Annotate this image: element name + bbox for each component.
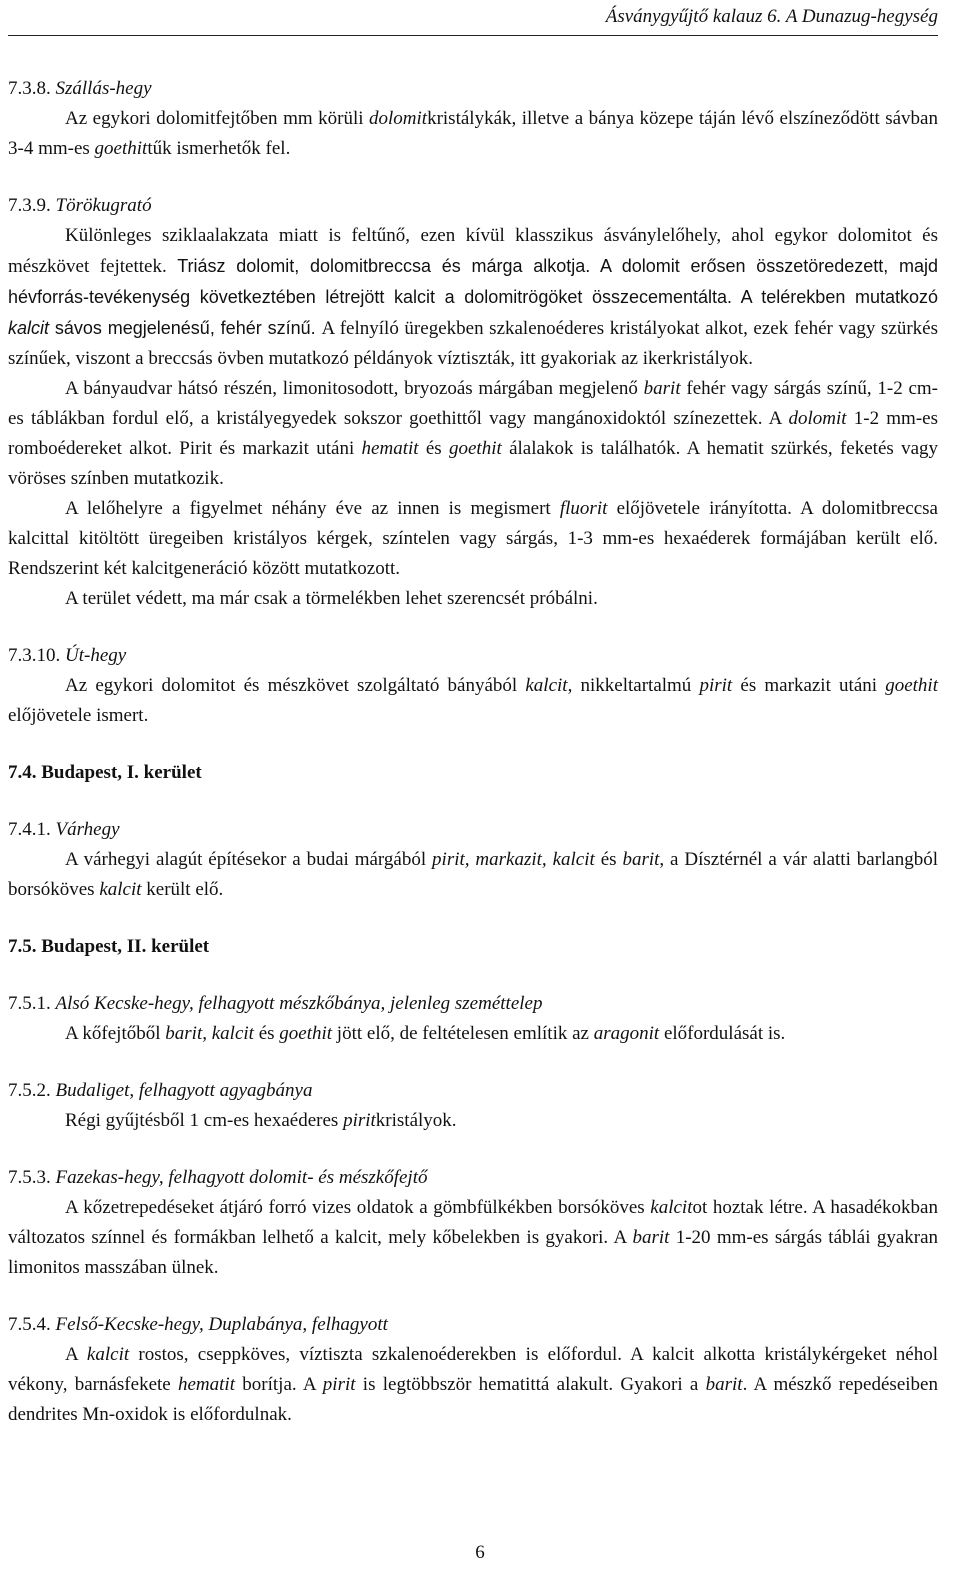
paragraph: Az egykori dolomitot és mészkövet szolgáltató bányából kalcit, nikkeltartalmú pirit és markazit utáni goethit előjövetele ismert. [8,675,938,726]
section-7-3-10 [8,641,938,731]
paragraph: Különleges sziklaalakzata miatt is feltűnő, ezen kívül klasszikus ásványlelőhely, ahol egykor dolomitot és mészkövet fejtettek. Triász dolomit, dolomitbreccsa és márga alkotja. A dolomit erősen összetöredezett, majd hévforrás-tevékenység következtében létrejött kalcit a dolomitrögöket összecementálta. A telérekben mutatkozó kalcit sávos megjelenésű, fehér színű. A felnyíló üregekben szkalenoéderes kristályokat alkot, ezek fehér vagy szürkés színűek, viszont a breccsás övben mutatkozó példányok víztiszták, itt gyakoriak az ikerkristályok. [8,225,939,369]
section-7-5-4 [8,1310,938,1430]
section-7-3-8 [8,74,938,164]
section-7-5-3 [8,1163,938,1283]
section-7-4-1 [8,815,938,905]
section-heading: 7.3.8. Szállás-hegy [8,78,152,99]
section-heading: 7.5.1. Alsó Kecske-hegy, felhagyott mészkőbánya, jelenleg szeméttelep [8,993,543,1014]
paragraph: A kőfejtőből barit, kalcit és goethit jött elő, de feltételesen említik az aragonit előfordulását is. [65,1023,786,1044]
section-heading: 7.3.9. Törökugrató [8,195,152,216]
chapter-heading-7-4: 7.4. Budapest, I. kerület [8,762,202,783]
page-number: 6 [475,1542,485,1563]
section-heading: 7.3.10. Út-hegy [8,645,127,666]
paragraph: A kőzetrepedéseket átjáró forró vizes oldatok a gömbfülkékben borsóköves kalcitot hoztak létre. A hasadékokban változatos színnel és formákban lelhető a kalcit, mely kőbelekben is gyakori. A barit 1-20 mm-es sárgás táblái gyakran limonitos masszában ülnek. [8,1197,939,1278]
paragraph: Az egykori dolomitfejtőben mm körüli dolomitkristálykák, illetve a bánya közepe táján lévő elszíneződött sávban 3-4 mm-es goethittűk ismerhetők fel. [8,108,938,159]
header-rule [8,35,938,36]
paragraph: A várhegyi alagút építésekor a budai márgából pirit, markazit, kalcit és barit, a Dísztérnél a vár alatti barlangból borsóköves kalcit került elő. [8,849,939,900]
section-heading: 7.5.4. Felső-Kecske-hegy, Duplabánya, felhagyott [8,1314,388,1335]
section-heading: 7.4.1. Várhegy [8,819,120,840]
paragraph: A lelőhelyre a figyelmet néhány éve az innen is megismert fluorit előjövetele irányította. A dolomitbreccsa kalcittal kitöltött üregeiben kristályos kérgek, színtelen vagy sárgás, 1-3 mm-es hexaéderek formájában került elő. Rendszerint két kalcitgeneráció között mutatkozott. [8,498,938,579]
paragraph: A bányaudvar hátsó részén, limonitosodott, bryozoás márgában megjelenő barit fehér vagy sárgás színű, 1-2 cm-es táblákban fordul elő, a kristályegyedek sokszor goethittől vagy mangánoxidoktól színezettek. A dolomit 1-2 mm-es romboédereket alkot. Pirit és markazit utáni hematit és goethit álalakok is találhatók. A hematit szürkés, feketés vagy vöröses színben mutatkozik. [8,378,939,489]
section-7-5-2 [8,1076,938,1136]
running-header: Ásványgyűjtő kalauz 6. A Dunazug-hegység [605,6,938,27]
section-7-3-9 [8,191,938,614]
section-heading: 7.5.3. Fazekas-hegy, felhagyott dolomit- és mészkőfejtő [8,1167,428,1188]
section-heading: 7.5.2. Budaliget, felhagyott agyagbánya [8,1080,313,1101]
paragraph: A kalcit rostos, cseppköves, víztiszta szkalenoéderekben is előfordul. A kalcit alkotta kristálykérgeket néhol vékony, barnásfekete hematit borítja. A pirit is legtöbbször hematittá alakult. Gyakori a barit. A mészkő repedéseiben dendrites Mn-oxidok is előfordulnak. [8,1344,938,1425]
paragraph: Régi gyűjtésből 1 cm-es hexaéderes piritkristályok. [65,1110,457,1131]
chapter-heading-7-5: 7.5. Budapest, II. kerület [8,936,210,957]
document-body [8,74,938,1430]
section-7-5-1 [8,989,938,1049]
paragraph: A terület védett, ma már csak a törmelékben lehet szerencsét próbálni. [65,588,598,609]
